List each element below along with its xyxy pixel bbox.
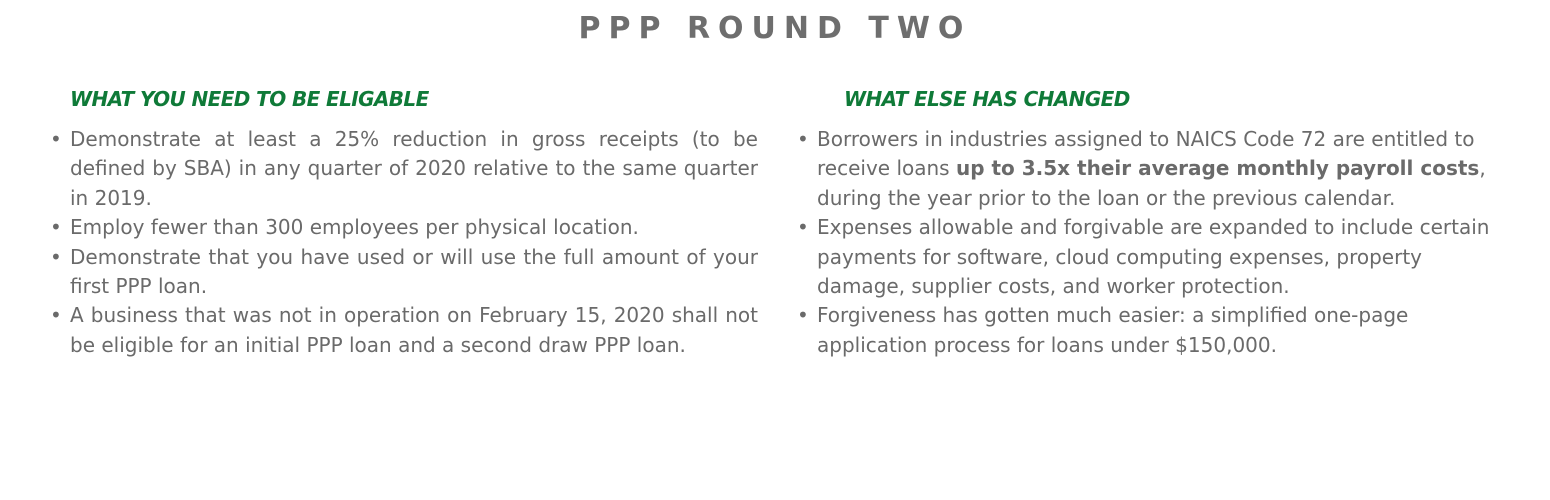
eligibility-list <box>50 125 758 360</box>
changes-list <box>797 125 1509 360</box>
eligibility-item: • A business that was not in operation on February 15, 2020 shall not be eligible for an initial PPP loan and a second draw PPP loan. <box>50 301 758 360</box>
changes-item <box>797 125 1509 213</box>
eligibility-heading: WHAT YOU NEED TO BE ELIGABLE <box>70 87 429 111</box>
changes-item: • Forgiveness has gotten much easier: a simplified one-page application process for loans under $150,000. <box>797 301 1509 360</box>
eligibility-item: • Demonstrate that you have used or will use the full amount of your first PPP loan. <box>50 243 758 302</box>
page-title: PPP ROUND TWO <box>578 11 972 46</box>
eligibility-item: • Employ fewer than 300 employees per physical location. <box>50 213 758 242</box>
changes-item-text: , during the year prior to the loan or the previous calendar. <box>817 156 1486 210</box>
eligibility-item: • Demonstrate at least a 25% reduction in gross receipts (to be defined by SBA) in any quarter of 2020 relative to the same quarter in 2019. <box>50 125 758 213</box>
changes-item-text: Borrowers in industries assigned to NAICS Code 72 are entitled to receive loans <box>817 127 1475 181</box>
changes-heading: WHAT ELSE HAS CHANGED <box>844 87 1130 111</box>
changes-item: • Expenses allowable and forgivable are expanded to include certain payments for software, cloud computing expenses, property damage, supplier costs, and worker protection. <box>797 213 1509 301</box>
changes-item-emphasis: up to 3.5x their average monthly payroll costs <box>955 156 1480 181</box>
